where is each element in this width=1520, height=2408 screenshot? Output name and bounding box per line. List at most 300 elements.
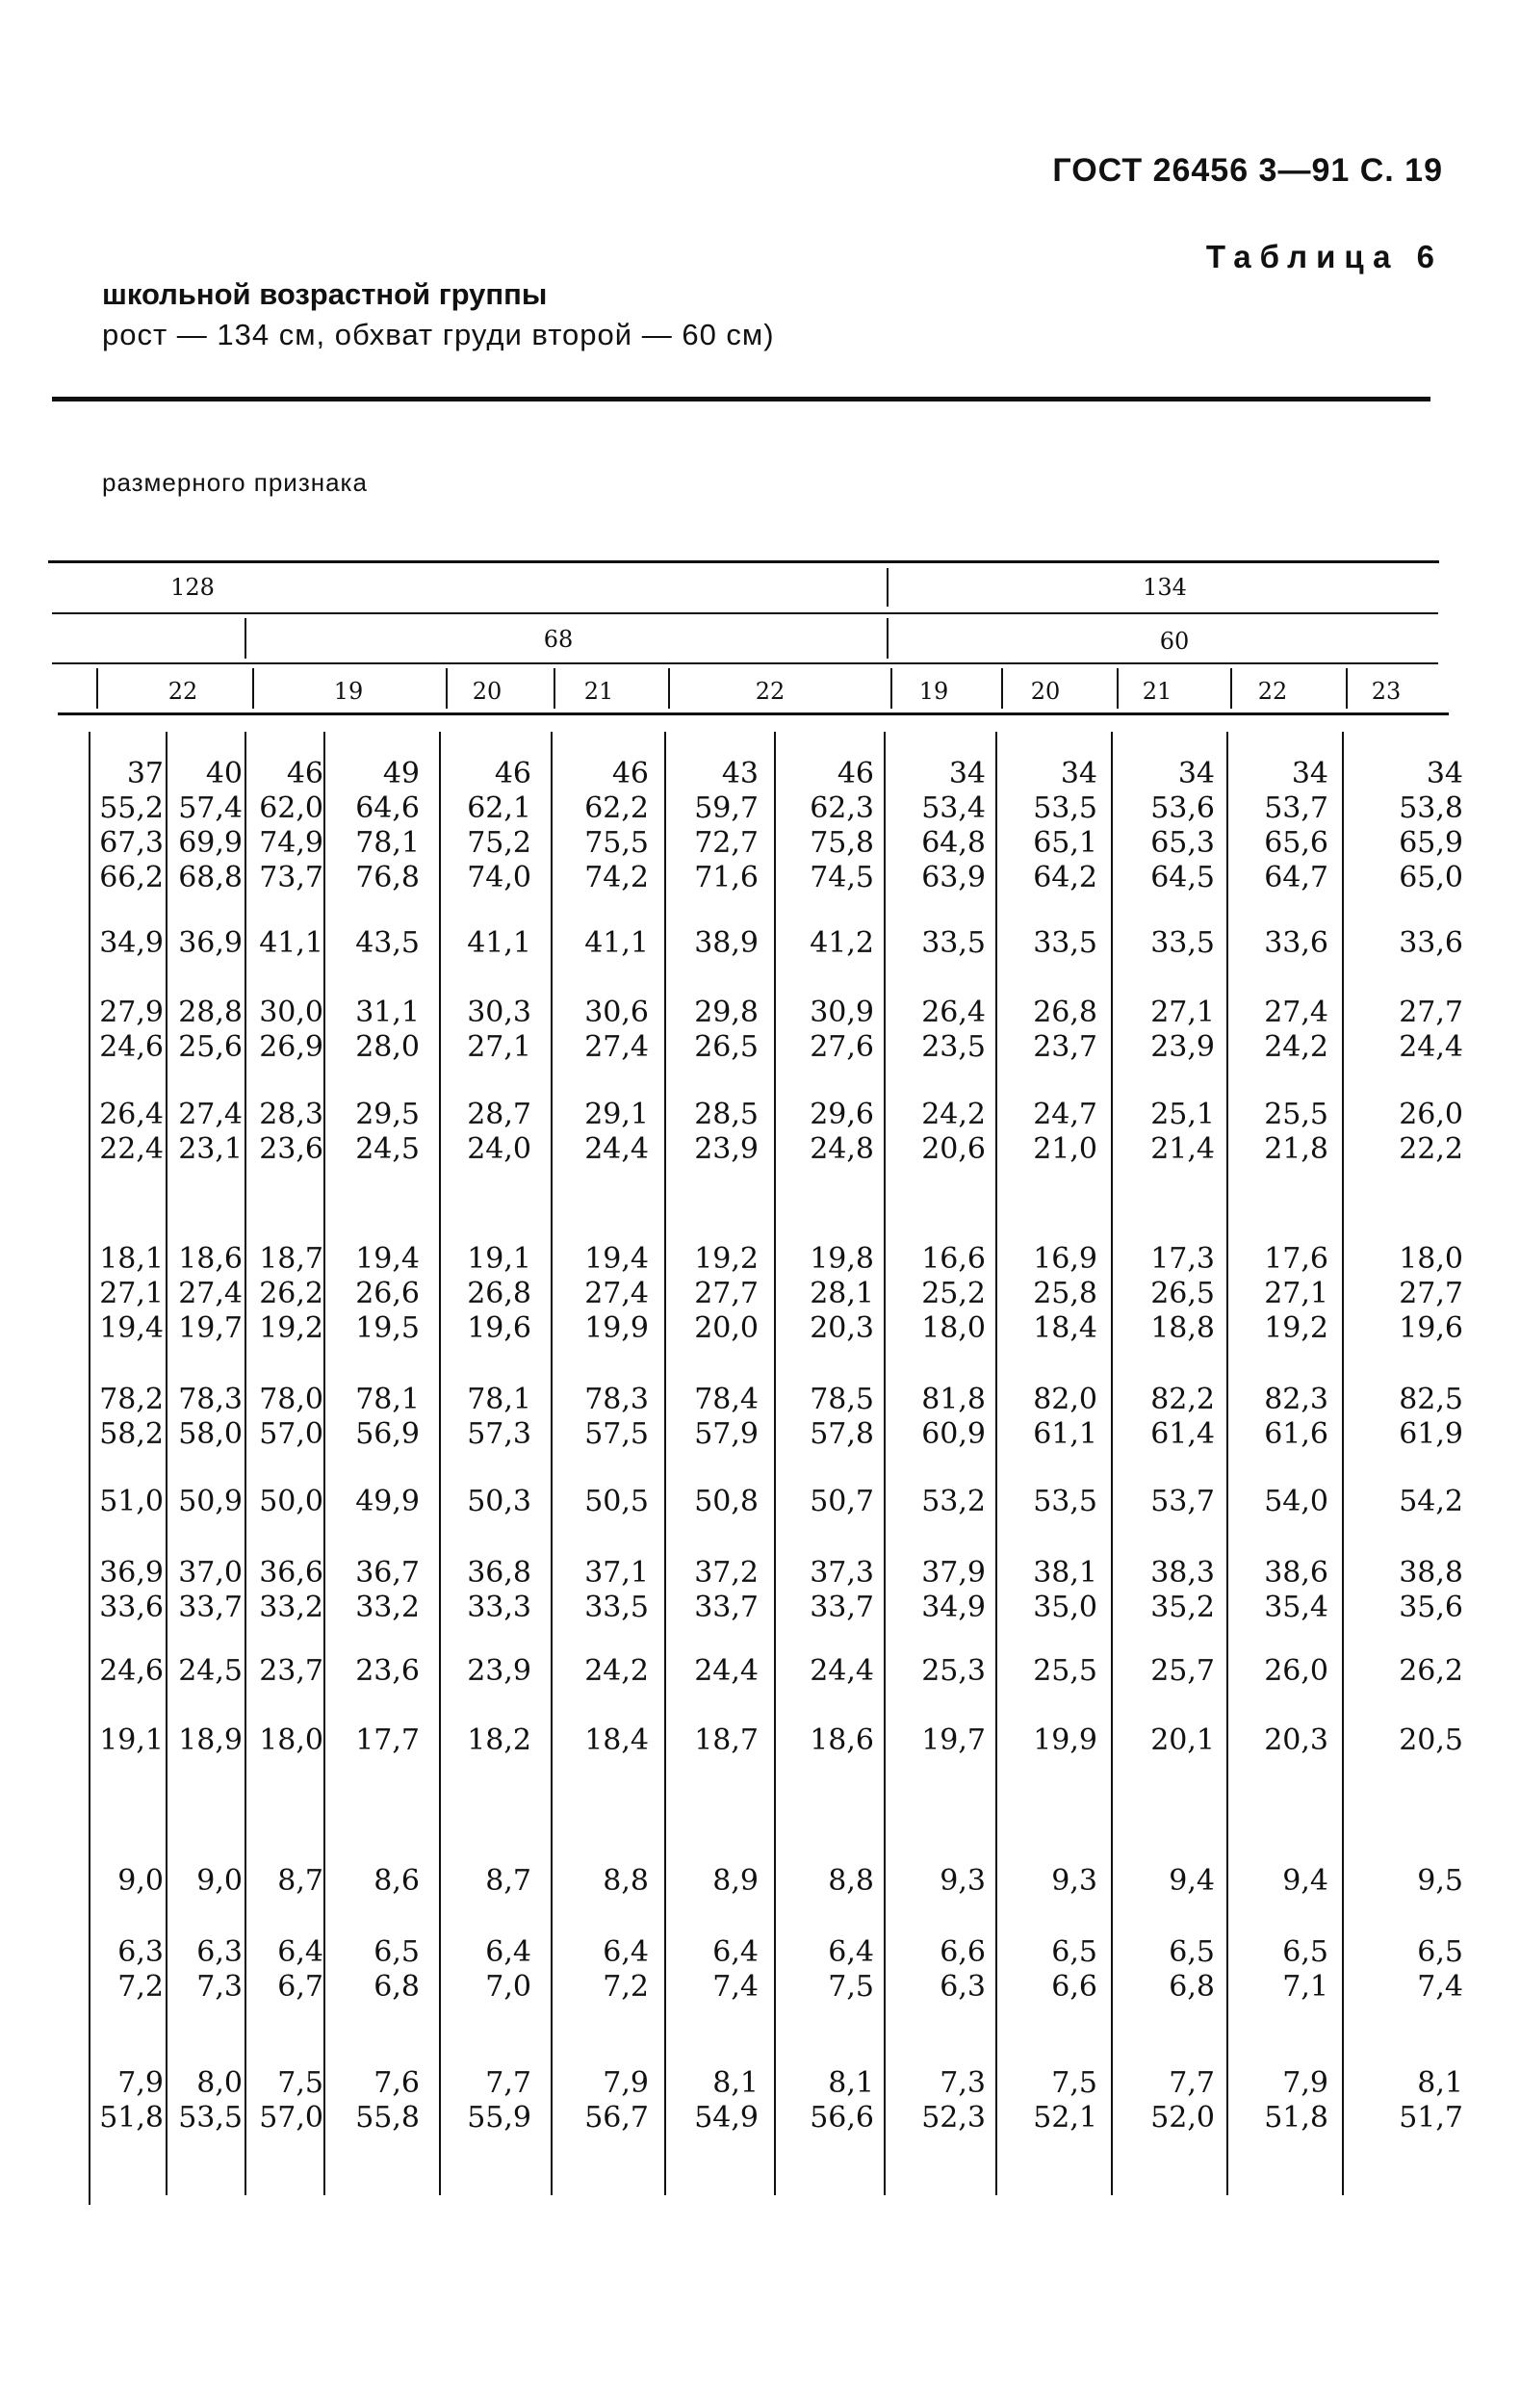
column-rule [439,732,441,2195]
table-cell: 19,5 [355,1311,420,1345]
table-cell: 28,7 [467,1098,531,1131]
table-cell: 30,3 [467,996,531,1029]
col-head-3: 20 [472,678,502,705]
table-cell: 6,6 [1051,1970,1097,2004]
table-cell: 30,9 [810,996,874,1029]
table-cell: 43 [721,757,759,790]
table-cell: 55,8 [355,2101,420,2135]
table-cell: 34 [1177,757,1215,790]
table-cell: 25,6 [178,1030,243,1064]
table-cell: 7,3 [196,1970,243,2004]
table-cell: 6,3 [940,1970,986,2004]
standard-designation: ГОСТ 26456 3—91 С. 19 [1052,152,1443,189]
table-cell: 54,2 [1399,1485,1463,1518]
table-cell: 26,8 [467,1277,531,1310]
table-cell: 57,4 [178,791,243,825]
table-cell: 78,5 [810,1383,874,1416]
table-cell: 27,7 [694,1277,759,1310]
table-cell: 75,8 [810,826,874,860]
table-cell: 33,2 [259,1591,323,1624]
table-cell: 29,6 [810,1098,874,1131]
table-cell: 6,5 [1051,1935,1097,1969]
table-cell: 51,0 [99,1485,164,1518]
table-cell: 17,7 [355,1723,420,1757]
table-cell: 49,9 [355,1485,420,1518]
table-cell: 6,7 [277,1970,323,2004]
table-cell: 37,2 [694,1556,759,1590]
table-cell: 38,3 [1150,1556,1215,1590]
chest-divider [887,618,889,659]
table-cell: 33,3 [467,1591,531,1624]
table-cell: 36,9 [178,926,243,960]
col-head-2: 19 [333,678,364,705]
table-cell: 9,0 [196,1864,243,1898]
table-label: Таблица 6 [1205,239,1443,274]
table-cell: 51,8 [1264,2101,1328,2135]
table-cell: 24,4 [694,1654,759,1688]
table-cell: 9,3 [940,1864,986,1898]
height-128: 128 [170,574,215,601]
table-cell: 26,5 [1150,1277,1215,1310]
table-cell: 20,3 [1264,1723,1328,1757]
table-cell: 23,7 [259,1654,323,1688]
table-cell: 46 [494,757,531,790]
table-cell: 78,4 [694,1383,759,1416]
table-cell: 27,6 [810,1030,874,1064]
table-cell: 24,2 [584,1654,649,1688]
table-cell: 27,1 [99,1277,164,1310]
table-cell: 72,7 [694,826,759,860]
table-cell: 19,6 [467,1311,531,1345]
table-cell: 57,0 [259,1417,323,1451]
table-cell: 24,5 [178,1654,243,1688]
table-cell: 28,5 [694,1098,759,1131]
table-cell: 20,1 [1150,1723,1215,1757]
table-cell: 78,1 [355,1383,420,1416]
table-cell: 41,1 [259,926,323,960]
table-cell: 7,4 [712,1970,759,2004]
table-cell: 53,7 [1264,791,1328,825]
table-cell: 23,6 [259,1132,323,1166]
table-cell: 18,8 [1150,1311,1215,1345]
table-cell: 50,0 [259,1485,323,1518]
table-cell: 53,7 [1150,1485,1215,1518]
table-cell: 31,1 [355,996,420,1029]
col-divider [890,668,892,709]
table-cell: 9,5 [1417,1864,1463,1898]
table-cell: 53,2 [921,1485,986,1518]
table-cell: 53,5 [1033,1485,1097,1518]
table-cell: 22,4 [99,1132,164,1166]
table-cell: 19,7 [921,1723,986,1757]
col-head-9: 22 [1257,678,1288,705]
table-cell: 26,5 [694,1030,759,1064]
table-cell: 27,4 [178,1098,243,1131]
table-cell: 35,4 [1264,1591,1328,1624]
table-cell: 82,2 [1150,1383,1215,1416]
table-cell: 19,8 [810,1242,874,1276]
table-cell: 6,3 [196,1935,243,1969]
table-cell: 52,1 [1033,2101,1097,2135]
table-cell: 33,7 [178,1591,243,1624]
table-cell: 7,9 [117,2066,164,2100]
table-cell: 64,6 [355,791,420,825]
table-subtitle: размерного признака [102,468,368,497]
table-cell: 9,4 [1169,1864,1215,1898]
table-cell: 35,6 [1399,1591,1463,1624]
table-cell: 25,5 [1264,1098,1328,1131]
table-cell: 54,0 [1264,1485,1328,1518]
table-cell: 26,4 [99,1098,164,1131]
table-cell: 33,5 [921,926,986,960]
table-cell: 8,1 [712,2066,759,2100]
table-cell: 26,4 [921,996,986,1029]
table-cell: 53,8 [1399,791,1463,825]
column-rule [1342,732,1344,2195]
height-134: 134 [1143,574,1187,601]
table-cell: 33,6 [1399,926,1463,960]
table-cell: 57,9 [694,1417,759,1451]
table-cell: 23,9 [467,1654,531,1688]
table-cell: 23,9 [694,1132,759,1166]
column-rule [884,732,886,2195]
col-head-7: 20 [1030,678,1061,705]
table-cell: 37,9 [921,1556,986,1590]
table-cell: 26,9 [259,1030,323,1064]
table-cell: 51,7 [1399,2101,1463,2135]
table-cell: 18,4 [584,1723,649,1757]
table-cell: 7,7 [485,2066,531,2100]
column-rule [245,732,246,2195]
table-cell: 34,9 [921,1591,986,1624]
table-cell: 7,5 [1051,2066,1097,2100]
table-cell: 40 [205,757,243,790]
table-cell: 82,3 [1264,1383,1328,1416]
table-cell: 7,2 [117,1970,164,2004]
table-cell: 36,6 [259,1556,323,1590]
table-cell: 24,5 [355,1132,420,1166]
table-cell: 19,9 [584,1311,649,1345]
table-cell: 50,8 [694,1485,759,1518]
table-cell: 57,8 [810,1417,874,1451]
table-cell: 29,8 [694,996,759,1029]
table-cell: 34,9 [99,926,164,960]
table-cell: 36,7 [355,1556,420,1590]
table-cell: 50,3 [467,1485,531,1518]
table-cell: 78,1 [355,826,420,860]
table-cell: 63,9 [921,861,986,894]
table-cell: 69,9 [178,826,243,860]
table-cell: 27,7 [1399,996,1463,1029]
chest-60: 60 [1159,628,1190,655]
table-cell: 21,0 [1033,1132,1097,1166]
table-cell: 34 [1291,757,1328,790]
table-cell: 21,4 [1150,1132,1215,1166]
table-cell: 53,4 [921,791,986,825]
table-cell: 50,9 [178,1485,243,1518]
height-divider [887,568,889,607]
col-divider [1001,668,1003,709]
table-cell: 56,6 [810,2101,874,2135]
table-cell: 38,8 [1399,1556,1463,1590]
table-cell: 7,7 [1169,2066,1215,2100]
table-cell: 53,5 [1033,791,1097,825]
table-cell: 6,4 [712,1935,759,1969]
table-cell: 46 [837,757,874,790]
table-cell: 27,4 [178,1277,243,1310]
table-cell: 29,1 [584,1098,649,1131]
table-cell: 27,1 [467,1030,531,1064]
table-cell: 68,8 [178,861,243,894]
col-divider [446,668,448,709]
table-cell: 81,8 [921,1383,986,1416]
table-cell: 62,1 [467,791,531,825]
table-cell: 24,4 [1399,1030,1463,1064]
table-cell: 8,8 [603,1864,649,1898]
table-cell: 34 [1060,757,1097,790]
col-head-4: 21 [583,678,614,705]
column-rule [774,732,776,2195]
col-head-10: 23 [1371,678,1402,705]
table-cell: 20,0 [694,1311,759,1345]
table-cell: 27,4 [584,1277,649,1310]
table-cell: 18,9 [178,1723,243,1757]
table-cell: 7,3 [940,2066,986,2100]
table-cell: 27,4 [1264,996,1328,1029]
table-cell: 43,5 [355,926,420,960]
top-rule [52,397,1430,401]
table-cell: 19,1 [99,1723,164,1757]
table-cell: 33,6 [99,1591,164,1624]
table-cell: 23,6 [355,1654,420,1688]
table-cell: 57,3 [467,1417,531,1451]
table-cell: 6,5 [374,1935,420,1969]
table-cell: 52,3 [921,2101,986,2135]
table-cell: 41,1 [467,926,531,960]
table-cell: 7,5 [277,2066,323,2100]
table-cell: 57,0 [259,2101,323,2135]
table-cell: 27,7 [1399,1277,1463,1310]
table-cell: 8,1 [1417,2066,1463,2100]
table-cell: 28,8 [178,996,243,1029]
table-cell: 64,5 [1150,861,1215,894]
table-cell: 58,0 [178,1417,243,1451]
table-cell: 37,0 [178,1556,243,1590]
table-cell: 18,4 [1033,1311,1097,1345]
table-cell: 61,4 [1150,1417,1215,1451]
table-cell: 6,5 [1417,1935,1463,1969]
table-cell: 19,2 [1264,1311,1328,1345]
column-rule [1226,732,1228,2195]
table-cell: 59,7 [694,791,759,825]
table-cell: 18,6 [178,1242,243,1276]
table-cell: 25,3 [921,1654,986,1688]
table-cell: 16,6 [921,1242,986,1276]
table-cell: 74,0 [467,861,531,894]
table-cell: 65,6 [1264,826,1328,860]
table-cell: 25,8 [1033,1277,1097,1310]
col-head-6: 19 [918,678,949,705]
table-cell: 65,1 [1033,826,1097,860]
table-cell: 28,3 [259,1098,323,1131]
table-cell: 24,4 [810,1654,874,1688]
table-cell: 33,5 [1150,926,1215,960]
table-cell: 24,2 [1264,1030,1328,1064]
table-cell: 24,6 [99,1654,164,1688]
table-cell: 18,0 [921,1311,986,1345]
table-cell: 25,7 [1150,1654,1215,1688]
table-cell: 9,0 [117,1864,164,1898]
table-cell: 23,5 [921,1030,986,1064]
table-cell: 24,2 [921,1098,986,1131]
table-cell: 37,1 [584,1556,649,1590]
table-cell: 61,1 [1033,1417,1097,1451]
table-cell: 37 [126,757,164,790]
table-cell: 75,5 [584,826,649,860]
table-cell: 41,1 [584,926,649,960]
table-cell: 24,4 [584,1132,649,1166]
col-head-1: 22 [167,678,198,705]
table-cell: 24,7 [1033,1098,1097,1131]
table-cell: 75,2 [467,826,531,860]
table-cell: 29,5 [355,1098,420,1131]
table-cell: 6,5 [1282,1935,1328,1969]
table-cell: 19,4 [584,1242,649,1276]
table-cell: 19,1 [467,1242,531,1276]
table-cell: 61,6 [1264,1417,1328,1451]
table-cell: 57,5 [584,1417,649,1451]
table-cell: 54,9 [694,2101,759,2135]
table-cell: 19,4 [355,1242,420,1276]
table-cell: 7,5 [828,1970,874,2004]
table-cell: 56,9 [355,1417,420,1451]
table-cell: 76,8 [355,861,420,894]
table-cell: 64,7 [1264,861,1328,894]
table-cell: 18,2 [467,1723,531,1757]
column-rule [1111,732,1113,2195]
table-cell: 20,3 [810,1311,874,1345]
table-cell: 25,1 [1150,1098,1215,1131]
table-cell: 24,8 [810,1132,874,1166]
table-cell: 50,7 [810,1485,874,1518]
table-cell: 64,2 [1033,861,1097,894]
table-cell: 6,5 [1169,1935,1215,1969]
table-cell: 46 [611,757,649,790]
table-cell: 74,5 [810,861,874,894]
table-cell: 25,5 [1033,1654,1097,1688]
table-cell: 49 [382,757,420,790]
table-cell: 52,0 [1150,2101,1215,2135]
column-rule [89,732,90,2205]
table-cell: 6,4 [603,1935,649,1969]
table-cell: 24,6 [99,1030,164,1064]
table-cell: 26,2 [1399,1654,1463,1688]
table-cell: 26,8 [1033,996,1097,1029]
table-cell: 62,0 [259,791,323,825]
col-divider [96,668,98,709]
header-rule-2 [52,612,1438,614]
table-cell: 7,9 [603,2066,649,2100]
table-cell: 78,1 [467,1383,531,1416]
chest-divider-left [245,618,246,659]
table-cell: 78,3 [178,1383,243,1416]
table-cell: 7,6 [374,2066,420,2100]
table-cell: 65,9 [1399,826,1463,860]
table-cell: 33,7 [694,1591,759,1624]
table-cell: 73,7 [259,861,323,894]
table-cell: 36,8 [467,1556,531,1590]
table-cell: 27,1 [1264,1277,1328,1310]
table-cell: 7,9 [1282,2066,1328,2100]
table-cell: 20,6 [921,1132,986,1166]
table-cell: 27,1 [1150,996,1215,1029]
table-cell: 18,6 [810,1723,874,1757]
table-cell: 33,5 [1033,926,1097,960]
table-cell: 60,9 [921,1417,986,1451]
table-cell: 18,7 [694,1723,759,1757]
table-cell: 19,2 [259,1311,323,1345]
table-cell: 51,8 [99,2101,164,2135]
table-cell: 28,0 [355,1030,420,1064]
table-cell: 19,7 [178,1311,243,1345]
table-cell: 56,7 [584,2101,649,2135]
table-cell: 74,9 [259,826,323,860]
col-head-8: 21 [1142,678,1172,705]
header-rule-4 [58,712,1449,715]
table-cell: 21,8 [1264,1132,1328,1166]
table-cell: 6,8 [374,1970,420,2004]
table-cell: 55,2 [99,791,164,825]
chest-68: 68 [543,626,574,653]
table-cell: 74,2 [584,861,649,894]
table-cell: 27,4 [584,1030,649,1064]
table-cell: 6,8 [1169,1970,1215,2004]
table-cell: 7,0 [485,1970,531,2004]
table-cell: 26,6 [355,1277,420,1310]
table-cell: 35,0 [1033,1591,1097,1624]
table-cell: 33,2 [355,1591,420,1624]
table-cell: 33,6 [1264,926,1328,960]
table-cell: 82,5 [1399,1383,1463,1416]
table-cell: 19,4 [99,1311,164,1345]
table-cell: 34 [1426,757,1463,790]
column-rule [664,732,666,2195]
table-cell: 33,5 [584,1591,649,1624]
table-cell: 16,9 [1033,1242,1097,1276]
table-cell: 7,1 [1282,1970,1328,2004]
table-cell: 64,8 [921,826,986,860]
table-cell: 53,6 [1150,791,1215,825]
table-cell: 18,1 [99,1242,164,1276]
table-cell: 27,9 [99,996,164,1029]
table-cell: 26,0 [1399,1098,1463,1131]
table-cell: 38,9 [694,926,759,960]
table-cell: 78,2 [99,1383,164,1416]
table-cell: 9,3 [1051,1864,1097,1898]
table-cell: 8,9 [712,1864,759,1898]
table-cell: 30,0 [259,996,323,1029]
table-cell: 20,5 [1399,1723,1463,1757]
table-cell: 7,2 [603,1970,649,2004]
table-cell: 62,3 [810,791,874,825]
table-cell: 8,8 [828,1864,874,1898]
table-cell: 58,2 [99,1417,164,1451]
table-cell: 8,7 [485,1864,531,1898]
table-cell: 19,6 [1399,1311,1463,1345]
table-cell: 18,0 [259,1723,323,1757]
table-cell: 9,4 [1282,1864,1328,1898]
table-cell: 18,0 [1399,1242,1463,1276]
